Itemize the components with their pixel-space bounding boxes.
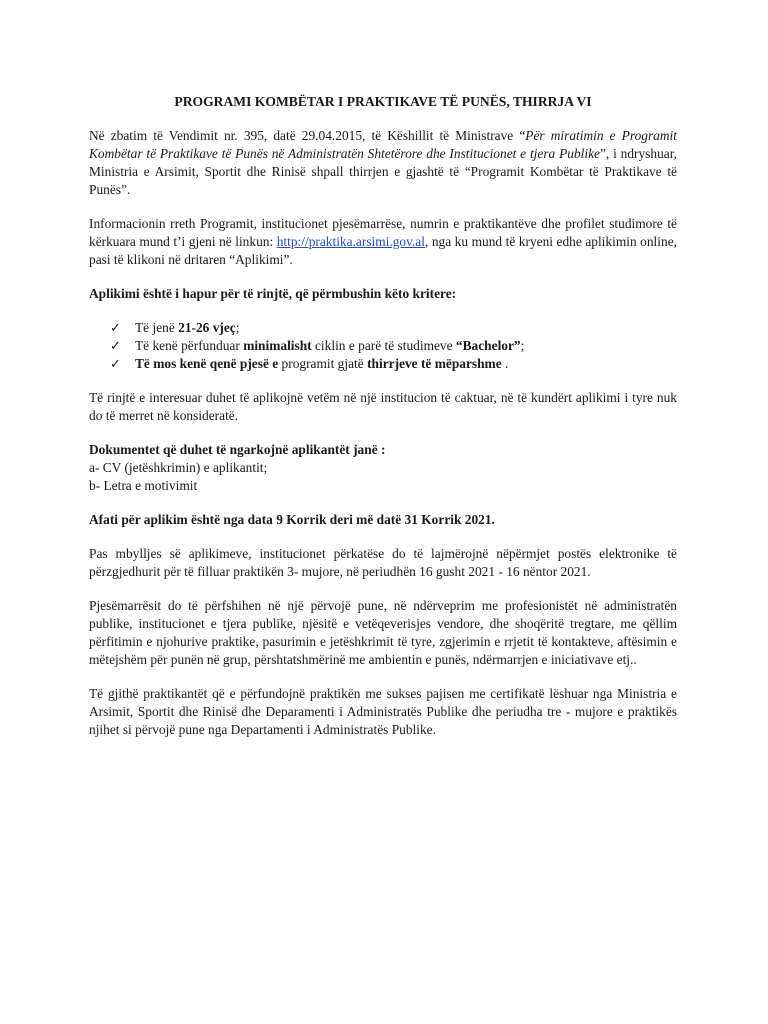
program-link[interactable]: http://praktika.arsimi.gov.al bbox=[276, 234, 425, 249]
document-body bbox=[89, 93, 677, 739]
note-paragraph: Të rinjtë e interesuar duhet të aplikojnë vetëm në një institucion të caktuar, në të kundërt aplikimi i tyre nuk do të merret në konsideratë. bbox=[89, 390, 677, 423]
decision-title: Për miratimin e Programit Kombëtar të Praktikave të Punës në Administratën Shtetërore dhe Institucionet e tjera Publike bbox=[89, 128, 677, 161]
checkmark-icon: ✓ bbox=[110, 356, 121, 371]
info-text-1: Informacionin rreth Programit, institucionet pjesëmarrëse, numrin e praktikantëve dhe profilet studimore të kërkuara mund t’i gjeni në linkun: bbox=[89, 216, 677, 249]
list-item: ✓ Të mos kenë qenë pjesë e programit gjatë thirrjeve të mëparshme . bbox=[110, 356, 509, 371]
list-item: ✓ Të kenë përfunduar minimalisht ciklin e parë të studimeve “Bachelor”; bbox=[110, 338, 525, 353]
checkmark-icon: ✓ bbox=[110, 320, 121, 335]
after-close-paragraph: Pas mbylljes së aplikimeve, institucionet përkatëse do të lajmërojnë nëpërmjet postës elektronike të përzgjedhurit për të filluar praktikën 3- mujore, në periudhën 16 gusht 2021 - 16 nëntor 2021. bbox=[89, 546, 677, 579]
deadline-paragraph: Afati për aplikim është nga data 9 Korrik deri më datë 31 Korrik 2021. bbox=[89, 512, 495, 527]
criteria-list bbox=[89, 319, 677, 373]
document-item-letter: b- Letra e motivimit bbox=[89, 478, 198, 493]
page-title: PROGRAMI KOMBËTAR I PRAKTIKAVE TË PUNËS, THIRRJA VI bbox=[174, 94, 592, 109]
checkmark-icon: ✓ bbox=[110, 338, 121, 353]
certificate-paragraph: Të gjithë praktikantët që e përfundojnë praktikën me sukses pajisen me certifikatë lëshuar nga Ministria e Arsimit, Sportit dhe Rinisë dhe Deparamenti i Administratës Publike dhe periudha tre - mujore e praktikës njihet si përvojë pune nga Departamenti i Administratës Publike. bbox=[89, 686, 677, 737]
list-item: ✓ Të jenë 21-26 vjeç; bbox=[110, 320, 240, 335]
criteria-heading: Aplikimi është i hapur për të rinjtë, që përmbushin këto kritere: bbox=[89, 286, 457, 301]
intro-text-1: Në zbatim të Vendimit nr. 395, datë 29.04.2015, të Këshillit të Ministrave “ bbox=[89, 128, 526, 143]
documents-heading: Dokumentet që duhet të ngarkojnë aplikantët janë : bbox=[89, 442, 386, 457]
intro-paragraph bbox=[89, 127, 677, 199]
info-paragraph bbox=[89, 215, 677, 269]
document-item-cv: a- CV (jetëshkrimin) e aplikantit; bbox=[89, 460, 268, 475]
participants-paragraph: Pjesëmarrësit do të përfshihen në një përvojë pune, në ndërveprim me profesionistët në administratën publike, institucionet e tjera publike, njësitë e vetëqeverisjes vendore, dhe shoqëritë tregtare, me qëllim përfitimin e njohurive praktike, pasurimin e jetëshkrimit të tyre, zgjerimin e rrjetit të kontakteve, aftësimin e mëtejshëm për punën në grup, përshtatshmërinë me ambientin e punës, ndërmarrjen e iniciativave etj.. bbox=[89, 598, 677, 667]
intro-text-2: ”, i ndryshuar, Ministria e Arsimit, Sportit dhe Rinisë shpall thirrjen e gjashtë të “Programit Kombëtar të Praktikave të Punës”. bbox=[89, 146, 677, 197]
info-text-2: , nga ku mund të kryeni edhe aplikimin online, pasi të klikoni në dritaren “Aplikimi”. bbox=[89, 234, 677, 267]
